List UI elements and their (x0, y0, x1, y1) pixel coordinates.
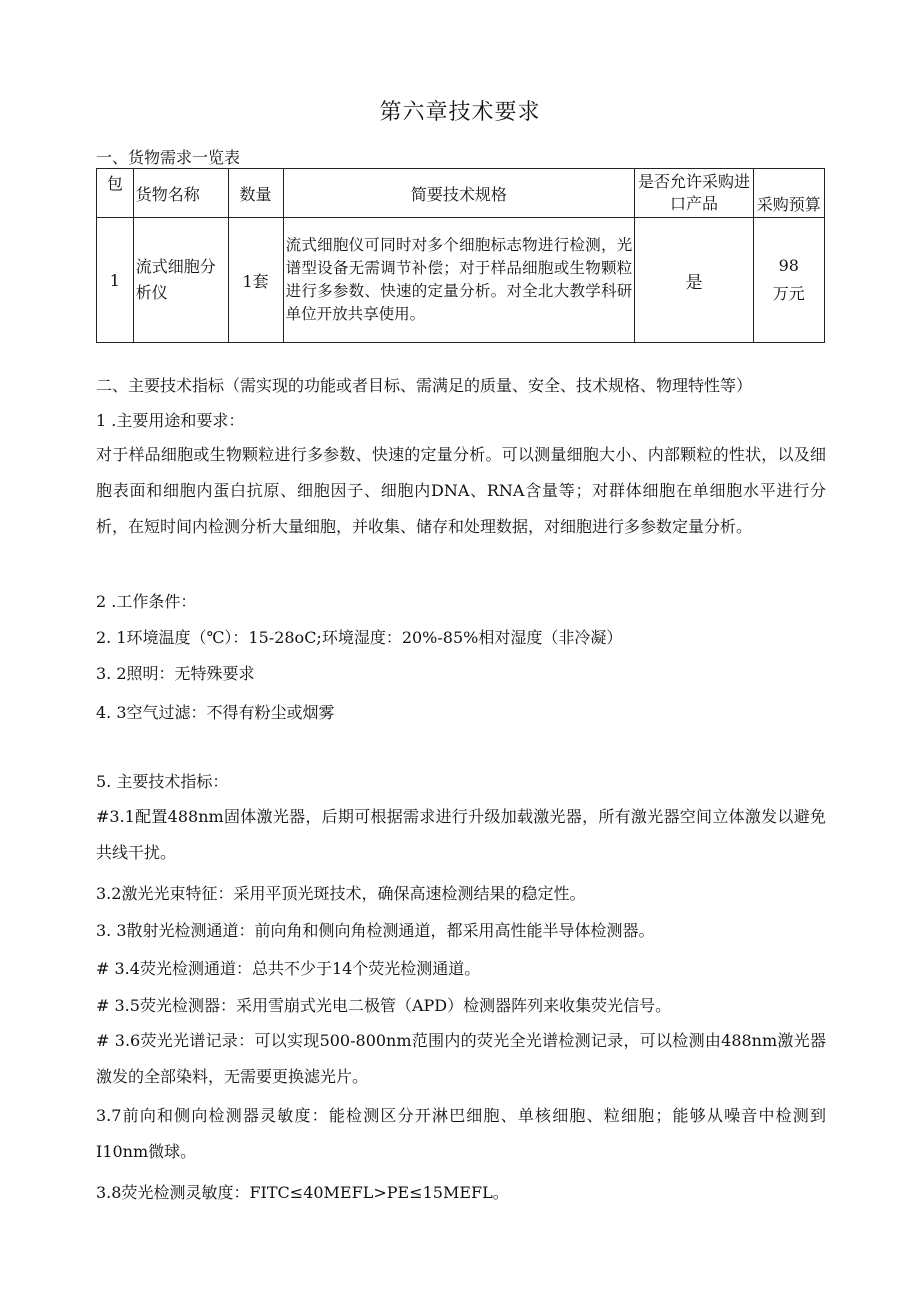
section-tech-indicators-title: 二、主要技术指标（需实现的功能或者目标、需满足的质量、安全、技术规格、物理特性等） (96, 376, 753, 395)
goods-table (96, 168, 825, 343)
header-import-allowed: 是否允许采购进口产品 (635, 169, 753, 218)
cell-import-allowed: 是 (635, 218, 753, 343)
table-header-row (97, 169, 825, 218)
subsection-conditions-title: 2 .工作条件： (96, 592, 197, 611)
table-row (97, 218, 825, 343)
condition-temperature: 2. 1环境温度（℃）：15-28oC;环境湿度：20%-85%相对湿度（非冷凝） (96, 628, 623, 647)
header-goods-name: 货物名称 (133, 169, 228, 218)
spec-3-2: 3.2激光光束特征：采用平顶光斑技术，确保高速检测结果的稳定性。 (96, 884, 586, 903)
page-title: 第六章技术要求 (379, 100, 541, 125)
spec-3-5: # 3.5荧光检测器：采用雪崩式光电二极管（APD）检测器阵列来收集荧光信号。 (96, 996, 672, 1015)
cell-spec: 流式细胞仪可同时对多个细胞标志物进行检测，光谱型设备无需调节补偿；对于样品细胞或生物颗粒进行多参数、快速的定量分析。对全北大教学科研单位开放共享使用。 (283, 218, 635, 343)
spec-3-7: 3.7前向和侧向检测器灵敏度：能检测区分开淋巴细胞、单核细胞、粒细胞；能够从噪音中检测到I10nm微球。 (96, 1106, 826, 1161)
budget-value: 98 (778, 256, 799, 275)
header-quantity: 数量 (228, 169, 283, 218)
cell-budget (753, 218, 824, 343)
condition-lighting: 3. 2照明：无特殊要求 (96, 664, 255, 683)
spec-3-3: 3. 3散射光检测通道：前向角和侧向角检测通道，都采用高性能半导体检测器。 (96, 921, 655, 940)
budget-unit: 万元 (772, 284, 805, 303)
condition-air-filter: 4. 3空气过滤：不得有粉尘或烟雾 (96, 703, 335, 722)
usage-paragraph: 对于样品细胞或生物颗粒进行多参数、快速的定量分析。可以测量细胞大小、内部颗粒的性状，以及细胞表面和细胞内蛋白抗原、细胞因子、细胞内DNA、RNA含量等；对群体细胞在单细胞水平进行分析，在短时间内检测分析大量细胞，并收集、储存和处理数据，对细胞进行多参数定量分析。 (96, 445, 826, 536)
header-package: 包 (97, 169, 134, 218)
spec-3-1: #3.1配置488nm固体激光器，后期可根据需求进行升级加载激光器，所有激光器空间立体激发以避免共线干扰。 (96, 807, 826, 862)
header-spec: 简要技术规格 (283, 169, 635, 218)
cell-quantity: 1套 (228, 218, 283, 343)
cell-package: 1 (97, 218, 134, 343)
spec-3-4: # 3.4荧光检测通道：总共不少于14个荧光检测通道。 (96, 959, 481, 978)
spec-3-6: # 3.6荧光光谱记录：可以实现500-800nm范围内的荧光全光谱检测记录，可以检测由488nm激光器激发的全部染料，无需要更换滤光片。 (96, 1031, 826, 1086)
subsection-usage-title: 1 .主要用途和要求： (96, 411, 245, 430)
section-goods-list-title: 一、货物需求一览表 (96, 148, 241, 167)
spec-3-8: 3.8荧光检测灵敏度：FITC≤40MEFL>PE≤15MEFL。 (96, 1183, 509, 1202)
header-budget: 采购预算 (753, 169, 824, 218)
cell-goods-name: 流式细胞分析仪 (133, 218, 228, 343)
subsection-main-specs-title: 5. 主要技术指标： (96, 772, 229, 791)
